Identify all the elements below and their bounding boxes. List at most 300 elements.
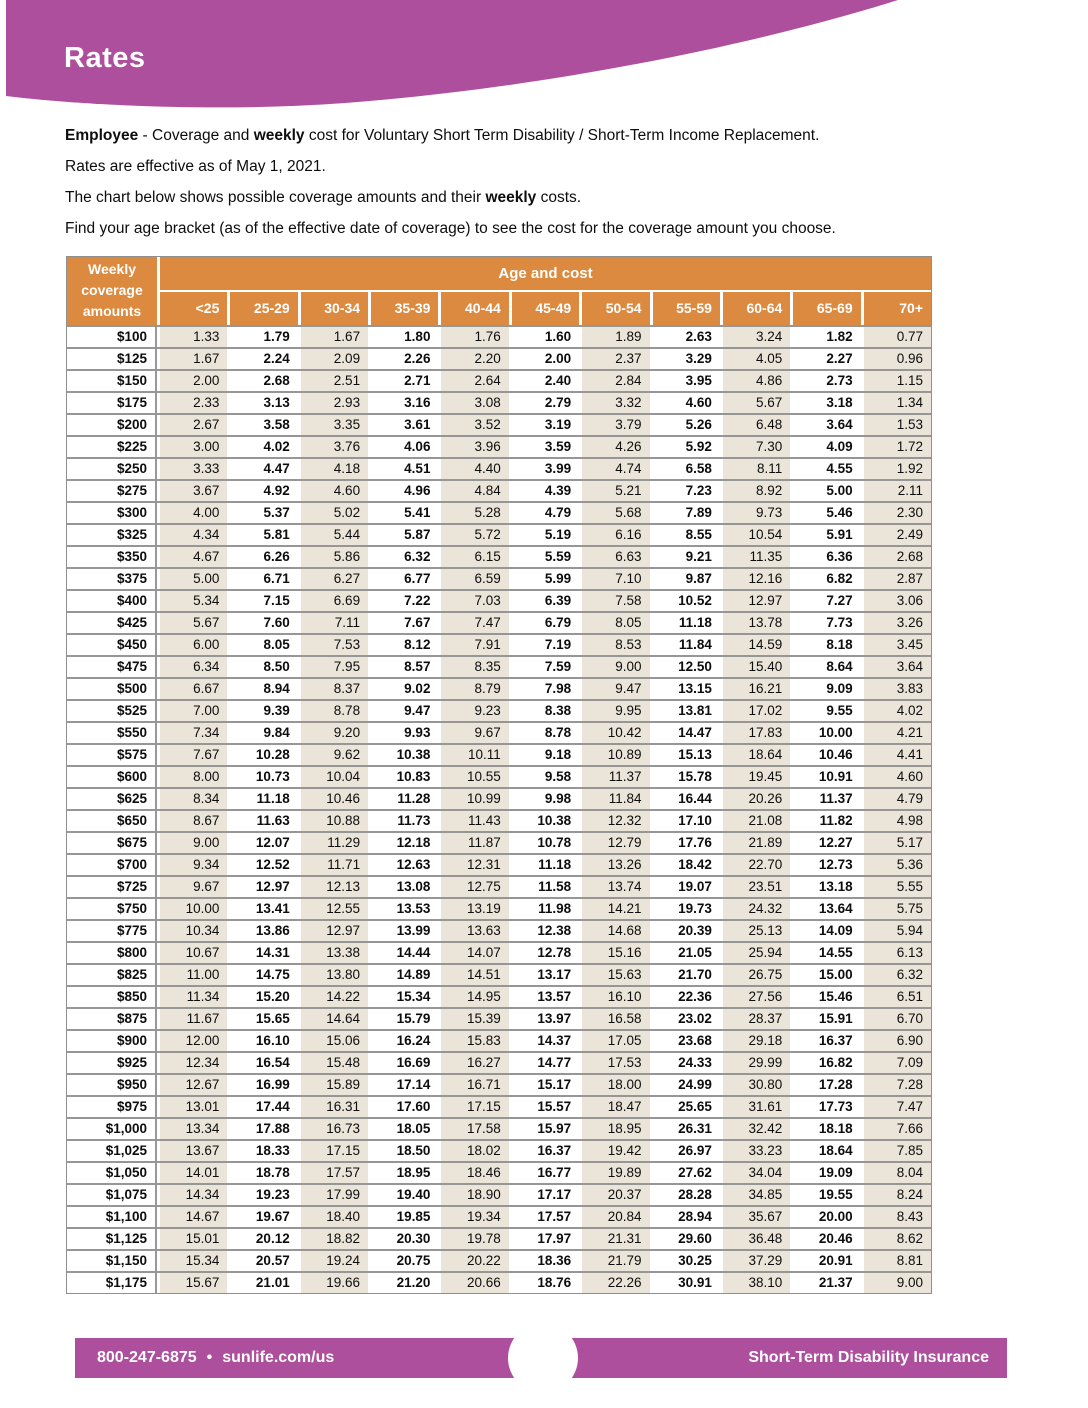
amount-cell: $350: [67, 547, 157, 567]
rate-cell: 10.28: [230, 745, 297, 765]
rate-cell: 7.47: [441, 613, 508, 633]
rate-cell: 13.19: [441, 899, 508, 919]
rate-cell: 3.00: [160, 437, 227, 457]
rate-cell: 13.38: [301, 943, 368, 963]
rate-cell: 13.99: [371, 921, 438, 941]
rate-cell: 14.01: [160, 1163, 227, 1183]
rate-cell: 2.68: [864, 547, 931, 567]
rate-cell: 32.42: [723, 1119, 790, 1139]
rate-cell: 10.83: [371, 767, 438, 787]
age-column-header: 40-44: [441, 292, 508, 325]
amount-cell: $1,050: [67, 1163, 157, 1183]
intro-text: [65, 127, 945, 251]
amount-cell: $800: [67, 943, 157, 963]
rate-cell: 11.98: [512, 899, 579, 919]
rate-cell: 15.79: [371, 1009, 438, 1029]
rate-cell: 20.39: [653, 921, 720, 941]
rate-cell: 8.34: [160, 789, 227, 809]
rate-cell: 34.85: [723, 1185, 790, 1205]
rate-cell: 14.47: [653, 723, 720, 743]
rate-cell: 4.84: [441, 481, 508, 501]
rate-cell: 19.24: [301, 1251, 368, 1271]
rate-cell: 11.63: [230, 811, 297, 831]
rate-cell: 9.34: [160, 855, 227, 875]
amount-cell: $500: [67, 679, 157, 699]
corner-header-line: coverage: [81, 282, 143, 298]
rate-cell: 9.95: [582, 701, 649, 721]
rate-cell: 14.64: [301, 1009, 368, 1029]
rate-cell: 11.35: [723, 547, 790, 567]
rate-cell: 5.36: [864, 855, 931, 875]
rate-cell: 2.67: [160, 415, 227, 435]
rate-cell: 6.71: [230, 569, 297, 589]
rate-cell: 9.02: [371, 679, 438, 699]
rate-cell: 17.53: [582, 1053, 649, 1073]
rate-cell: 2.87: [864, 569, 931, 589]
rate-cell: 12.18: [371, 833, 438, 853]
rate-cell: 13.18: [793, 877, 860, 897]
footer-phone: 800-247-6875: [97, 1349, 197, 1366]
amount-cell: $1,100: [67, 1207, 157, 1227]
age-column-header: <25: [160, 292, 227, 325]
table-row: [67, 413, 931, 435]
rate-cell: 20.46: [793, 1229, 860, 1249]
body-text: The chart below shows possible coverage amounts and their: [65, 189, 486, 206]
rate-cell: 15.78: [653, 767, 720, 787]
rate-cell: 16.54: [230, 1053, 297, 1073]
rate-cell: 21.01: [230, 1273, 297, 1293]
rate-cell: 31.61: [723, 1097, 790, 1117]
rate-cell: 15.20: [230, 987, 297, 1007]
rate-cell: 14.07: [441, 943, 508, 963]
rate-cell: 8.64: [793, 657, 860, 677]
rate-cell: 1.76: [441, 327, 508, 347]
rate-cell: 21.20: [371, 1273, 438, 1293]
rate-cell: 6.13: [864, 943, 931, 963]
rate-cell: 3.96: [441, 437, 508, 457]
rate-cell: 4.34: [160, 525, 227, 545]
rate-cell: 6.77: [371, 569, 438, 589]
footer-product-label: Short-Term Disability Insurance: [748, 1349, 989, 1366]
rate-cell: 9.00: [160, 833, 227, 853]
table-row: [67, 787, 931, 809]
rate-cell: 17.97: [512, 1229, 579, 1249]
rate-cell: 10.99: [441, 789, 508, 809]
rate-cell: 4.21: [864, 723, 931, 743]
rate-cell: 7.95: [301, 657, 368, 677]
rate-cell: 14.75: [230, 965, 297, 985]
rate-cell: 6.70: [864, 1009, 931, 1029]
rate-cell: 36.48: [723, 1229, 790, 1249]
rate-cell: 11.87: [441, 833, 508, 853]
rate-cell: 13.80: [301, 965, 368, 985]
rate-cell: 7.19: [512, 635, 579, 655]
rate-cell: 27.62: [653, 1163, 720, 1183]
rate-cell: 7.91: [441, 635, 508, 655]
rate-cell: 8.38: [512, 701, 579, 721]
rate-cell: 21.70: [653, 965, 720, 985]
rate-cell: 14.31: [230, 943, 297, 963]
rate-cell: 4.60: [301, 481, 368, 501]
table-corner-header: [67, 257, 157, 325]
rate-cell: 8.50: [230, 657, 297, 677]
rate-cell: 3.33: [160, 459, 227, 479]
rate-cell: 17.02: [723, 701, 790, 721]
rate-cell: 13.17: [512, 965, 579, 985]
rate-cell: 7.30: [723, 437, 790, 457]
rate-cell: 16.82: [793, 1053, 860, 1073]
rate-cell: 10.38: [512, 811, 579, 831]
amount-cell: $575: [67, 745, 157, 765]
rate-cell: 12.97: [723, 591, 790, 611]
rate-cell: 18.47: [582, 1097, 649, 1117]
rate-cell: 19.73: [653, 899, 720, 919]
footer-website: sunlife.com/us: [222, 1349, 335, 1366]
rate-cell: 17.28: [793, 1075, 860, 1095]
amount-cell: $825: [67, 965, 157, 985]
rate-cell: 15.63: [582, 965, 649, 985]
rate-cell: 18.02: [441, 1141, 508, 1161]
amount-cell: $1,125: [67, 1229, 157, 1249]
amount-cell: $150: [67, 371, 157, 391]
rate-cell: 11.58: [512, 877, 579, 897]
rate-cell: 16.69: [371, 1053, 438, 1073]
rate-cell: 4.06: [371, 437, 438, 457]
amount-cell: $525: [67, 701, 157, 721]
rate-cell: 11.67: [160, 1009, 227, 1029]
rate-cell: 3.76: [301, 437, 368, 457]
rate-cell: 10.67: [160, 943, 227, 963]
rate-cell: 21.89: [723, 833, 790, 853]
rate-cell: 18.33: [230, 1141, 297, 1161]
table-row: [67, 743, 931, 765]
rate-cell: 6.63: [582, 547, 649, 567]
amount-cell: $125: [67, 349, 157, 369]
rate-cell: 8.81: [864, 1251, 931, 1271]
rate-cell: 8.12: [371, 635, 438, 655]
rate-cell: 9.84: [230, 723, 297, 743]
rate-cell: 15.89: [301, 1075, 368, 1095]
amount-cell: $1,000: [67, 1119, 157, 1139]
amount-cell: $900: [67, 1031, 157, 1051]
rate-cell: 11.73: [371, 811, 438, 831]
rate-cell: 10.00: [793, 723, 860, 743]
rate-cell: 25.13: [723, 921, 790, 941]
rate-cell: 11.28: [371, 789, 438, 809]
rate-cell: 2.79: [512, 393, 579, 413]
rate-cell: 3.35: [301, 415, 368, 435]
rate-cell: 20.91: [793, 1251, 860, 1271]
rate-cell: 4.92: [230, 481, 297, 501]
rate-cell: 19.42: [582, 1141, 649, 1161]
rate-cell: 12.32: [582, 811, 649, 831]
rate-cell: 12.73: [793, 855, 860, 875]
rate-cell: 7.47: [864, 1097, 931, 1117]
rate-cell: 3.06: [864, 591, 931, 611]
rate-cell: 23.68: [653, 1031, 720, 1051]
emphasized-text: Employee: [65, 127, 139, 144]
rate-cell: 35.67: [723, 1207, 790, 1227]
rate-cell: 5.72: [441, 525, 508, 545]
rate-cell: 8.43: [864, 1207, 931, 1227]
rate-cell: 16.73: [301, 1119, 368, 1139]
rate-cell: 0.77: [864, 327, 931, 347]
rate-cell: 7.98: [512, 679, 579, 699]
rate-cell: 5.87: [371, 525, 438, 545]
rate-cell: 2.00: [160, 371, 227, 391]
rate-cell: 11.84: [582, 789, 649, 809]
rate-cell: 14.34: [160, 1185, 227, 1205]
rate-cell: 3.13: [230, 393, 297, 413]
rate-cell: 8.05: [582, 613, 649, 633]
rate-cell: 8.05: [230, 635, 297, 655]
rate-cell: 9.55: [793, 701, 860, 721]
rate-cell: 2.64: [441, 371, 508, 391]
rate-cell: 12.97: [230, 877, 297, 897]
intro-paragraph: [65, 189, 945, 208]
rate-cell: 3.59: [512, 437, 579, 457]
rate-cell: 16.10: [230, 1031, 297, 1051]
rate-cell: 28.28: [653, 1185, 720, 1205]
amount-cell: $200: [67, 415, 157, 435]
rate-cell: 18.78: [230, 1163, 297, 1183]
rate-cell: 17.57: [301, 1163, 368, 1183]
rate-cell: 2.84: [582, 371, 649, 391]
rate-cell: 29.99: [723, 1053, 790, 1073]
rate-cell: 8.24: [864, 1185, 931, 1205]
amount-cell: $850: [67, 987, 157, 1007]
rate-cell: 4.02: [864, 701, 931, 721]
rate-cell: 12.27: [793, 833, 860, 853]
page-title: Rates: [64, 42, 146, 74]
rate-cell: 11.37: [793, 789, 860, 809]
rate-cell: 21.05: [653, 943, 720, 963]
rate-cell: 5.34: [160, 591, 227, 611]
rate-cell: 14.21: [582, 899, 649, 919]
rate-cell: 6.16: [582, 525, 649, 545]
rate-cell: 9.67: [441, 723, 508, 743]
rate-cell: 4.51: [371, 459, 438, 479]
rate-cell: 2.71: [371, 371, 438, 391]
rate-cell: 3.16: [371, 393, 438, 413]
rate-cell: 3.61: [371, 415, 438, 435]
amount-cell: $950: [67, 1075, 157, 1095]
rate-cell: 3.18: [793, 393, 860, 413]
table-row: [67, 523, 931, 545]
rate-cell: 18.82: [301, 1229, 368, 1249]
rate-cell: 9.39: [230, 701, 297, 721]
rate-cell: 12.31: [441, 855, 508, 875]
rate-cell: 8.78: [301, 701, 368, 721]
rate-cell: 5.46: [793, 503, 860, 523]
rate-cell: 5.99: [512, 569, 579, 589]
rate-cell: 26.75: [723, 965, 790, 985]
rate-cell: 6.90: [864, 1031, 931, 1051]
rate-cell: 9.18: [512, 745, 579, 765]
rate-cell: 12.13: [301, 877, 368, 897]
table-row: [67, 1139, 931, 1161]
age-column-header: 25-29: [230, 292, 297, 325]
rate-cell: 1.89: [582, 327, 649, 347]
rate-cell: 2.26: [371, 349, 438, 369]
rate-cell: 5.55: [864, 877, 931, 897]
rate-cell: 5.75: [864, 899, 931, 919]
rate-cell: 17.15: [441, 1097, 508, 1117]
table-row: [67, 545, 931, 567]
rate-cell: 4.00: [160, 503, 227, 523]
rate-cell: 6.27: [301, 569, 368, 589]
rate-cell: 27.56: [723, 987, 790, 1007]
rate-cell: 7.15: [230, 591, 297, 611]
rate-cell: 5.37: [230, 503, 297, 523]
rate-cell: 3.58: [230, 415, 297, 435]
rate-cell: 13.34: [160, 1119, 227, 1139]
rate-cell: 24.33: [653, 1053, 720, 1073]
rate-cell: 7.22: [371, 591, 438, 611]
body-text: costs.: [536, 189, 582, 206]
rate-cell: 18.64: [793, 1141, 860, 1161]
rate-cell: 16.37: [512, 1141, 579, 1161]
rate-cell: 5.86: [301, 547, 368, 567]
rate-cell: 3.26: [864, 613, 931, 633]
rate-cell: 17.44: [230, 1097, 297, 1117]
rate-cell: 9.00: [864, 1273, 931, 1293]
table-row: [67, 853, 931, 875]
rate-cell: 14.67: [160, 1207, 227, 1227]
rate-cell: 1.79: [230, 327, 297, 347]
rate-cell: 6.58: [653, 459, 720, 479]
rate-cell: 4.09: [793, 437, 860, 457]
rate-cell: 17.88: [230, 1119, 297, 1139]
amount-cell: $325: [67, 525, 157, 545]
amount-cell: $550: [67, 723, 157, 743]
rate-cell: 4.05: [723, 349, 790, 369]
rate-cell: 15.06: [301, 1031, 368, 1051]
rate-cell: 10.00: [160, 899, 227, 919]
rate-cell: 10.46: [793, 745, 860, 765]
rate-cell: 5.02: [301, 503, 368, 523]
rate-cell: 18.76: [512, 1273, 579, 1293]
rate-cell: 14.95: [441, 987, 508, 1007]
rate-cell: 6.00: [160, 635, 227, 655]
rate-cell: 10.54: [723, 525, 790, 545]
rate-cell: 7.58: [582, 591, 649, 611]
rate-cell: 16.99: [230, 1075, 297, 1095]
table-row: [67, 347, 931, 369]
rate-cell: 34.04: [723, 1163, 790, 1183]
rate-cell: 14.55: [793, 943, 860, 963]
rate-cell: 18.46: [441, 1163, 508, 1183]
amount-cell: $925: [67, 1053, 157, 1073]
table-row: [67, 1227, 931, 1249]
rate-cell: 22.26: [582, 1273, 649, 1293]
rate-cell: 8.55: [653, 525, 720, 545]
amount-cell: $275: [67, 481, 157, 501]
rate-cell: 7.60: [230, 613, 297, 633]
rate-cell: 7.23: [653, 481, 720, 501]
rate-cell: 13.67: [160, 1141, 227, 1161]
rate-cell: 25.94: [723, 943, 790, 963]
rate-cell: 20.66: [441, 1273, 508, 1293]
rate-cell: 10.89: [582, 745, 649, 765]
rate-cell: 5.81: [230, 525, 297, 545]
rate-cell: 15.01: [160, 1229, 227, 1249]
rate-cell: 3.67: [160, 481, 227, 501]
body-text: Rates are effective as of May 1, 2021.: [65, 158, 326, 175]
rate-cell: 5.67: [160, 613, 227, 633]
rate-cell: 12.52: [230, 855, 297, 875]
rate-cell: 3.79: [582, 415, 649, 435]
amount-cell: $1,025: [67, 1141, 157, 1161]
rate-cell: 8.57: [371, 657, 438, 677]
rate-cell: 2.24: [230, 349, 297, 369]
rate-cell: 16.77: [512, 1163, 579, 1183]
rate-cell: 8.00: [160, 767, 227, 787]
rate-cell: 12.50: [653, 657, 720, 677]
rate-cell: 5.00: [793, 481, 860, 501]
rate-cell: 18.40: [301, 1207, 368, 1227]
rate-cell: 3.83: [864, 679, 931, 699]
age-column-header: 60-64: [723, 292, 790, 325]
rate-cell: 2.49: [864, 525, 931, 545]
rate-cell: 19.67: [230, 1207, 297, 1227]
rate-cell: 20.26: [723, 789, 790, 809]
rate-cell: 13.63: [441, 921, 508, 941]
rate-cell: 2.73: [793, 371, 860, 391]
rate-cell: 4.79: [512, 503, 579, 523]
rate-cell: 6.69: [301, 591, 368, 611]
rate-cell: 1.33: [160, 327, 227, 347]
rate-cell: 15.00: [793, 965, 860, 985]
amount-cell: $225: [67, 437, 157, 457]
rate-cell: 13.86: [230, 921, 297, 941]
rate-cell: 10.52: [653, 591, 720, 611]
amount-cell: $975: [67, 1097, 157, 1117]
rate-cell: 7.67: [371, 613, 438, 633]
rate-cell: 20.22: [441, 1251, 508, 1271]
rate-cell: 9.09: [793, 679, 860, 699]
rate-cell: 1.92: [864, 459, 931, 479]
table-row: [67, 567, 931, 589]
rate-cell: 19.23: [230, 1185, 297, 1205]
rate-cell: 18.05: [371, 1119, 438, 1139]
rate-cell: 4.60: [864, 767, 931, 787]
rate-cell: 17.57: [512, 1207, 579, 1227]
rate-cell: 7.09: [864, 1053, 931, 1073]
rate-cell: 18.00: [582, 1075, 649, 1095]
age-column-header: 55-59: [653, 292, 720, 325]
amount-cell: $175: [67, 393, 157, 413]
rate-cell: 12.79: [582, 833, 649, 853]
rate-cell: 12.67: [160, 1075, 227, 1095]
rate-cell: 6.26: [230, 547, 297, 567]
table-row: [67, 721, 931, 743]
table-row: [67, 1117, 931, 1139]
amount-cell: $775: [67, 921, 157, 941]
rate-cell: 38.10: [723, 1273, 790, 1293]
rate-cell: 1.72: [864, 437, 931, 457]
rate-cell: 1.67: [301, 327, 368, 347]
rate-cell: 2.30: [864, 503, 931, 523]
table-row: [67, 1051, 931, 1073]
rate-cell: 17.05: [582, 1031, 649, 1051]
rate-cell: 12.75: [441, 877, 508, 897]
rate-cell: 13.26: [582, 855, 649, 875]
rate-cell: 28.37: [723, 1009, 790, 1029]
rate-cell: 13.41: [230, 899, 297, 919]
table-row: [67, 611, 931, 633]
table-row: [67, 457, 931, 479]
